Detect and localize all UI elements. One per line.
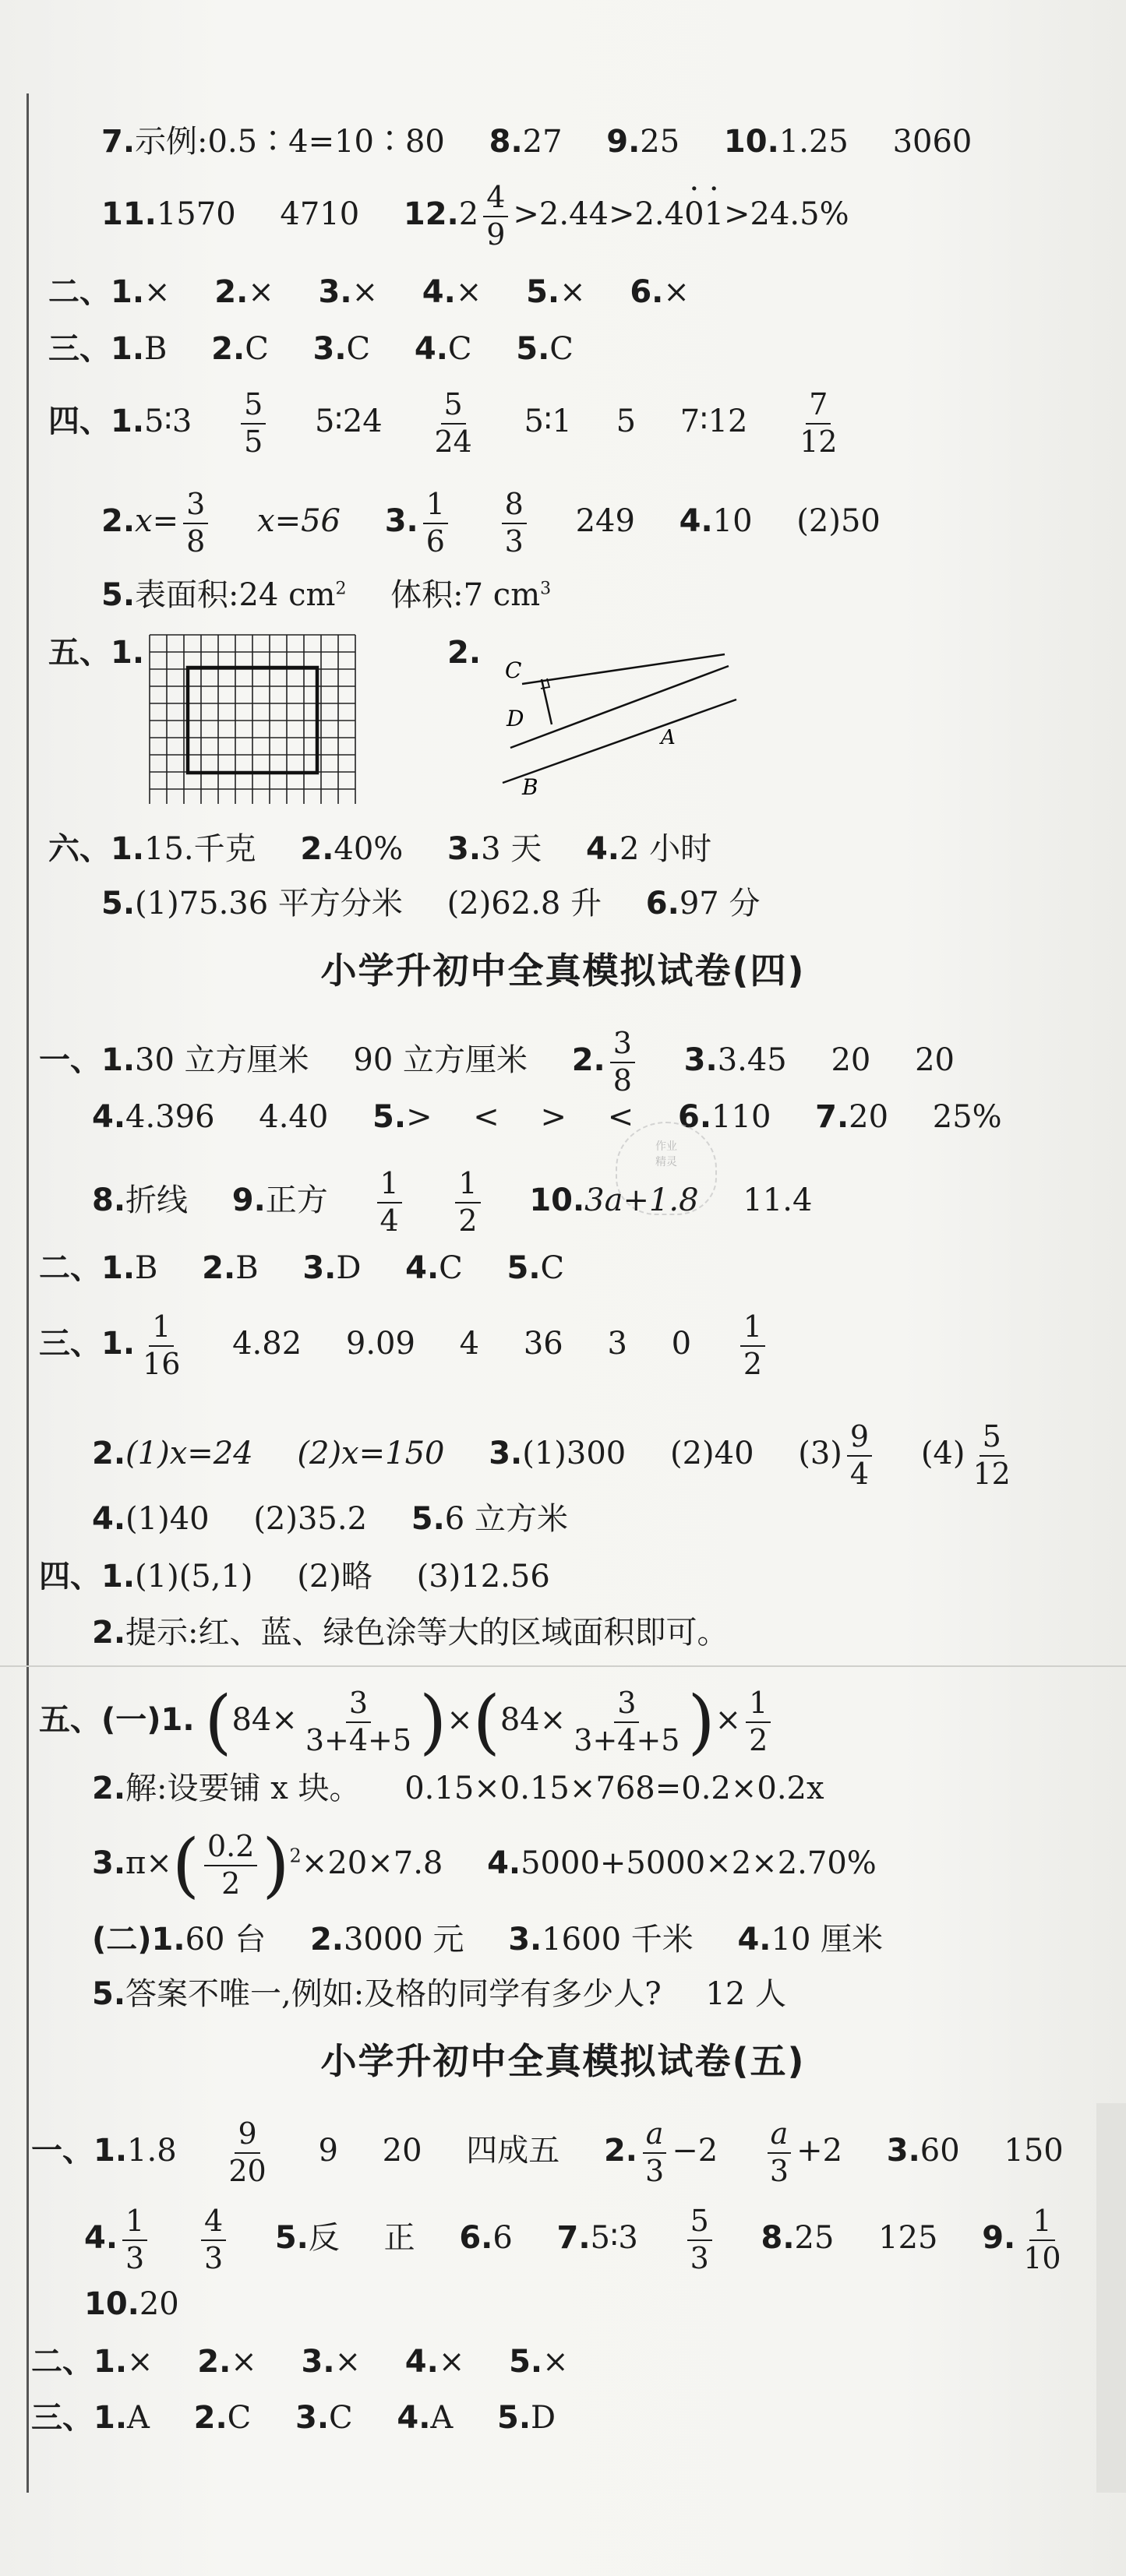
exam4-line-11: 2.解:设要铺 x 块。 0.15×0.15×768=0.2×0.2x — [92, 1771, 824, 1806]
label-b: B — [522, 774, 538, 795]
answer-line-6: 2.x= $\frac{3}{8}$ x=56 3. $\frac{1}{6}$ $\frac{8}{3}$ 249 4.10 (2)50 — [101, 487, 881, 559]
answer-line-8b: 2. — [447, 635, 482, 671]
exam5-line-2: 4. $\frac{1}{3}$ $\frac{4}{3}$ 5.反 正 6.6 7.5∶3 $\frac{5}{3}$ 8.25 125 9. $\frac{1}{10}$ — [84, 2204, 1061, 2275]
label-d: D — [507, 706, 524, 731]
exam5-line-4: 二、1.× 2.× 3.× 4.× 5.× — [31, 2344, 569, 2380]
exam4-line-3: 8.折线 9.正方 $\frac{1}{4}$ $\frac{1}{2}$ 10.3a+1.8 11.4 — [92, 1166, 813, 1238]
line-d — [510, 666, 729, 748]
answer-line-1: 7.示例:0.5∶4=10∶80 8.27 9.25 10.1.25 3060 — [101, 124, 972, 160]
answer-line-7: 5.表面积:24 $cm^2$ 体积:7 $cm^3$ — [101, 577, 552, 613]
answer-line-5: 四、1.5∶3 $\frac{5}{5}$ 5∶24 $\frac{5}{24}$ 5∶1 5 7∶12 $\frac{7}{12}$ — [48, 387, 838, 459]
exam4-line-2: 4.4.396 4.40 5.> < > < 6.110 7.20 25% — [92, 1099, 1002, 1135]
exam4-line-9: 2.提示:红、蓝、绿色涂等大的区域面积即可。 — [92, 1615, 729, 1651]
answer-line-3: 二、1.× 2.× 3.× 4.× 5.× 6.× — [48, 274, 690, 310]
line-b — [503, 700, 736, 783]
answer-line-8: 五、1. — [48, 635, 145, 671]
exam4-line-1: 一、1.30 立方厘米 90 立方厘米 2. $\frac{3}{8}$ 3.3.45 20 20 — [39, 1026, 955, 1098]
exam5-line-3: 10.20 — [84, 2286, 179, 2322]
geometry-figure — [483, 639, 740, 795]
exam4-line-14: 5.答案不唯一,例如:及格的同学有多少人? 12 人 — [92, 1976, 787, 2012]
fraction: $\frac{4}{9}$ — [483, 182, 508, 251]
answer-line-9: 六、1.15.千克 2.40% 3.3 天 4.2 小时 — [48, 831, 712, 867]
answer-line-4: 三、1.B 2.C 3.C 4.C 5.C — [48, 331, 574, 367]
answer-line-10: 5.(1)75.36 平方分米 (2)62.8 升 6.97 分 — [101, 886, 761, 922]
page-fold-line — [0, 1665, 1126, 1667]
exam4-line-4: 二、1.B 2.B 3.D 4.C 5.C — [39, 1250, 565, 1286]
exam4-line-8: 四、1.(1)(5,1) (2)略 (3)12.56 — [39, 1559, 550, 1595]
repeating-digit: · 0 — [684, 199, 704, 230]
exam4-line-12: 3.π×( $\frac{0.2}{2}$ )$^2$×20×7.8 4.5000+5000×2×2.70% — [92, 1824, 877, 1906]
exam4-line-5: 三、1. $\frac{1}{16}$ 4.82 9.09 4 36 3 0 $\frac{1}{2}$ — [39, 1312, 770, 1380]
watermark-stamp: 作业 精灵 — [616, 1122, 717, 1215]
exam5-line-1: 一、1.1.8 $\frac{9}{20}$ 9 20 四成五 2. $\frac{a}{3}$ −2 $\frac{a}{3}$ +2 3.60 150 — [31, 2116, 1064, 2188]
repeating-digit: · 1 — [704, 199, 724, 230]
exam4-line-6: 2.(1)x=24 (2)x=150 3.(1)300 (2)40 (3) $\frac{9}{4}$ (4) $\frac{5}{12}$ — [92, 1419, 1011, 1491]
exam4-line-10: 五、(一)1. (84× $\frac{3}{3+4+5}$ )×(84× $\frac{3}{3+4+5}$ )× $\frac{1}{2}$ — [39, 1687, 775, 1757]
label-c: C — [505, 657, 522, 683]
exam5-line-5: 三、1.A 2.C 3.C 4.A 5.D — [31, 2400, 556, 2436]
perpendicular-segment — [542, 679, 552, 724]
grid-figure — [145, 633, 360, 804]
margin-line — [26, 93, 29, 2493]
section-title-exam-4: 小学升初中全真模拟试卷(四) — [320, 950, 806, 992]
exam4-line-7: 4.(1)40 (2)35.2 5.6 立方米 — [92, 1501, 568, 1537]
section-title-exam-5: 小学升初中全真模拟试卷(五) — [320, 2040, 806, 2082]
exam4-line-13: (二)1.60 台 2.3000 元 3.1600 千米 4.10 厘米 — [92, 1922, 884, 1958]
label-a: A — [661, 726, 676, 749]
answer-line-2: 11.1570 4710 12.2 $\frac{4}{9}$ >2.44>2.4· 0· 1>24.5% — [101, 182, 849, 251]
adjacent-page-edge — [1096, 2103, 1126, 2493]
